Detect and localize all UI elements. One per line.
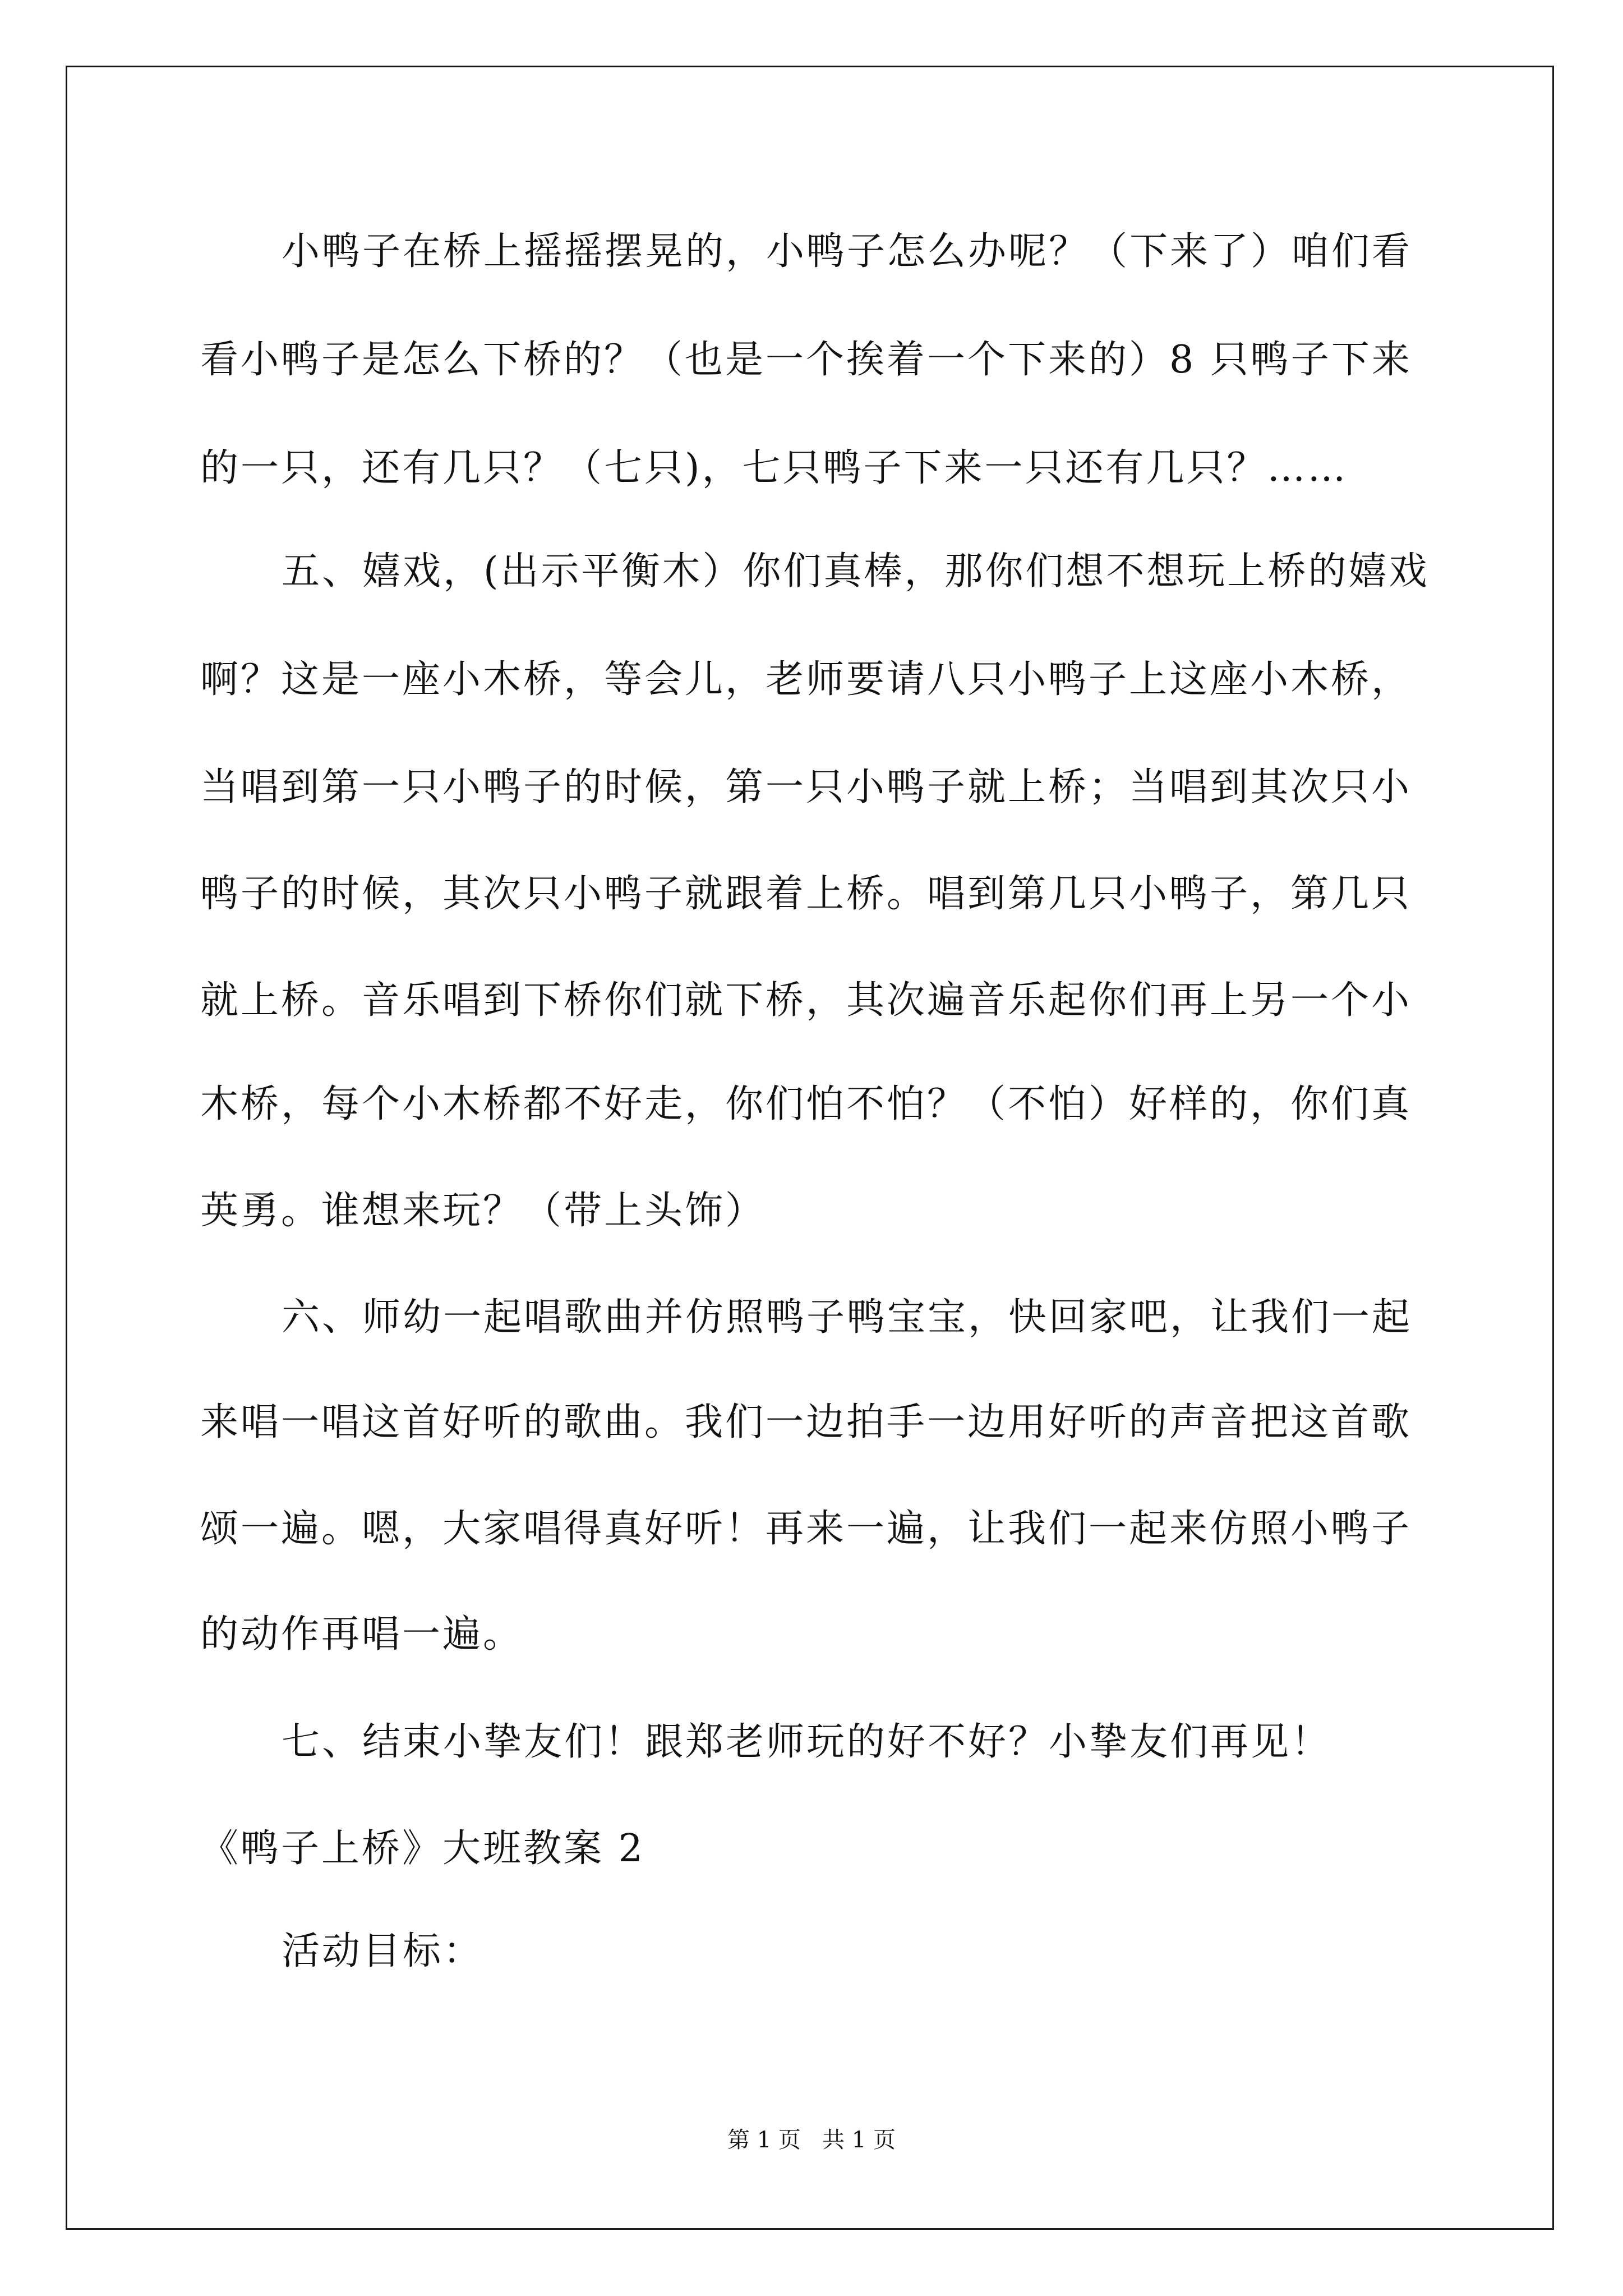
paragraph-line: 就上桥。音乐唱到下桥你们就下桥，其次遍音乐起你们再上另一个小	[200, 978, 1412, 1023]
section-heading: 《鸭子上桥》大班教案 2	[200, 1826, 645, 1871]
paragraph-line: 鸭子的时候，其次只小鸭子就跟着上桥。唱到第几只小鸭子，第几只	[200, 872, 1412, 916]
paragraph-line: 小鸭子在桥上摇摇摆晃的，小鸭子怎么办呢？（下来了）咱们看	[282, 229, 1413, 274]
paragraph-line: 七、结束小挚友们！跟郑老师玩的好不好？小挚友们再见！	[282, 1720, 1332, 1764]
paragraph-line: 六、师幼一起唱歌曲并仿照鸭子鸭宝宝，快回家吧，让我们一起	[282, 1295, 1413, 1340]
paragraph-line: 英勇。谁想来玩？（带上头饰）	[200, 1189, 766, 1233]
paragraph-line: 的动作再唱一遍。	[200, 1612, 524, 1657]
paragraph-line: 当唱到第一只小鸭子的时候，第一只小鸭子就上桥；当唱到其次只小	[200, 765, 1412, 809]
subsection-heading: 活动目标：	[282, 1929, 484, 1973]
paragraph-line: 木桥，每个小木桥都不好走，你们怕不怕？（不怕）好样的，你们真	[200, 1082, 1412, 1126]
paragraph-line: 来唱一唱这首好听的歌曲。我们一边拍手一边用好听的声音把这首歌	[200, 1400, 1412, 1444]
paragraph-line: 五、嬉戏，(出示平衡木）你们真棒，那你们想不想玩上桥的嬉戏	[282, 549, 1430, 593]
paragraph-line: 的一只，还有几只？（七只)，七只鸭子下来一只还有几只？……	[200, 446, 1348, 490]
paragraph-line: 看小鸭子是怎么下桥的？（也是一个挨着一个下来的）8 只鸭子下来	[200, 338, 1412, 382]
paragraph-line: 颂一遍。嗯，大家唱得真好听！再来一遍，让我们一起来仿照小鸭子	[200, 1507, 1412, 1551]
paragraph-line: 啊？这是一座小木桥，等会儿，老师要请八只小鸭子上这座小木桥，	[200, 657, 1412, 702]
page-footer: 第 1 页 共 1 页	[727, 2127, 896, 2153]
page-border	[66, 66, 1554, 2230]
